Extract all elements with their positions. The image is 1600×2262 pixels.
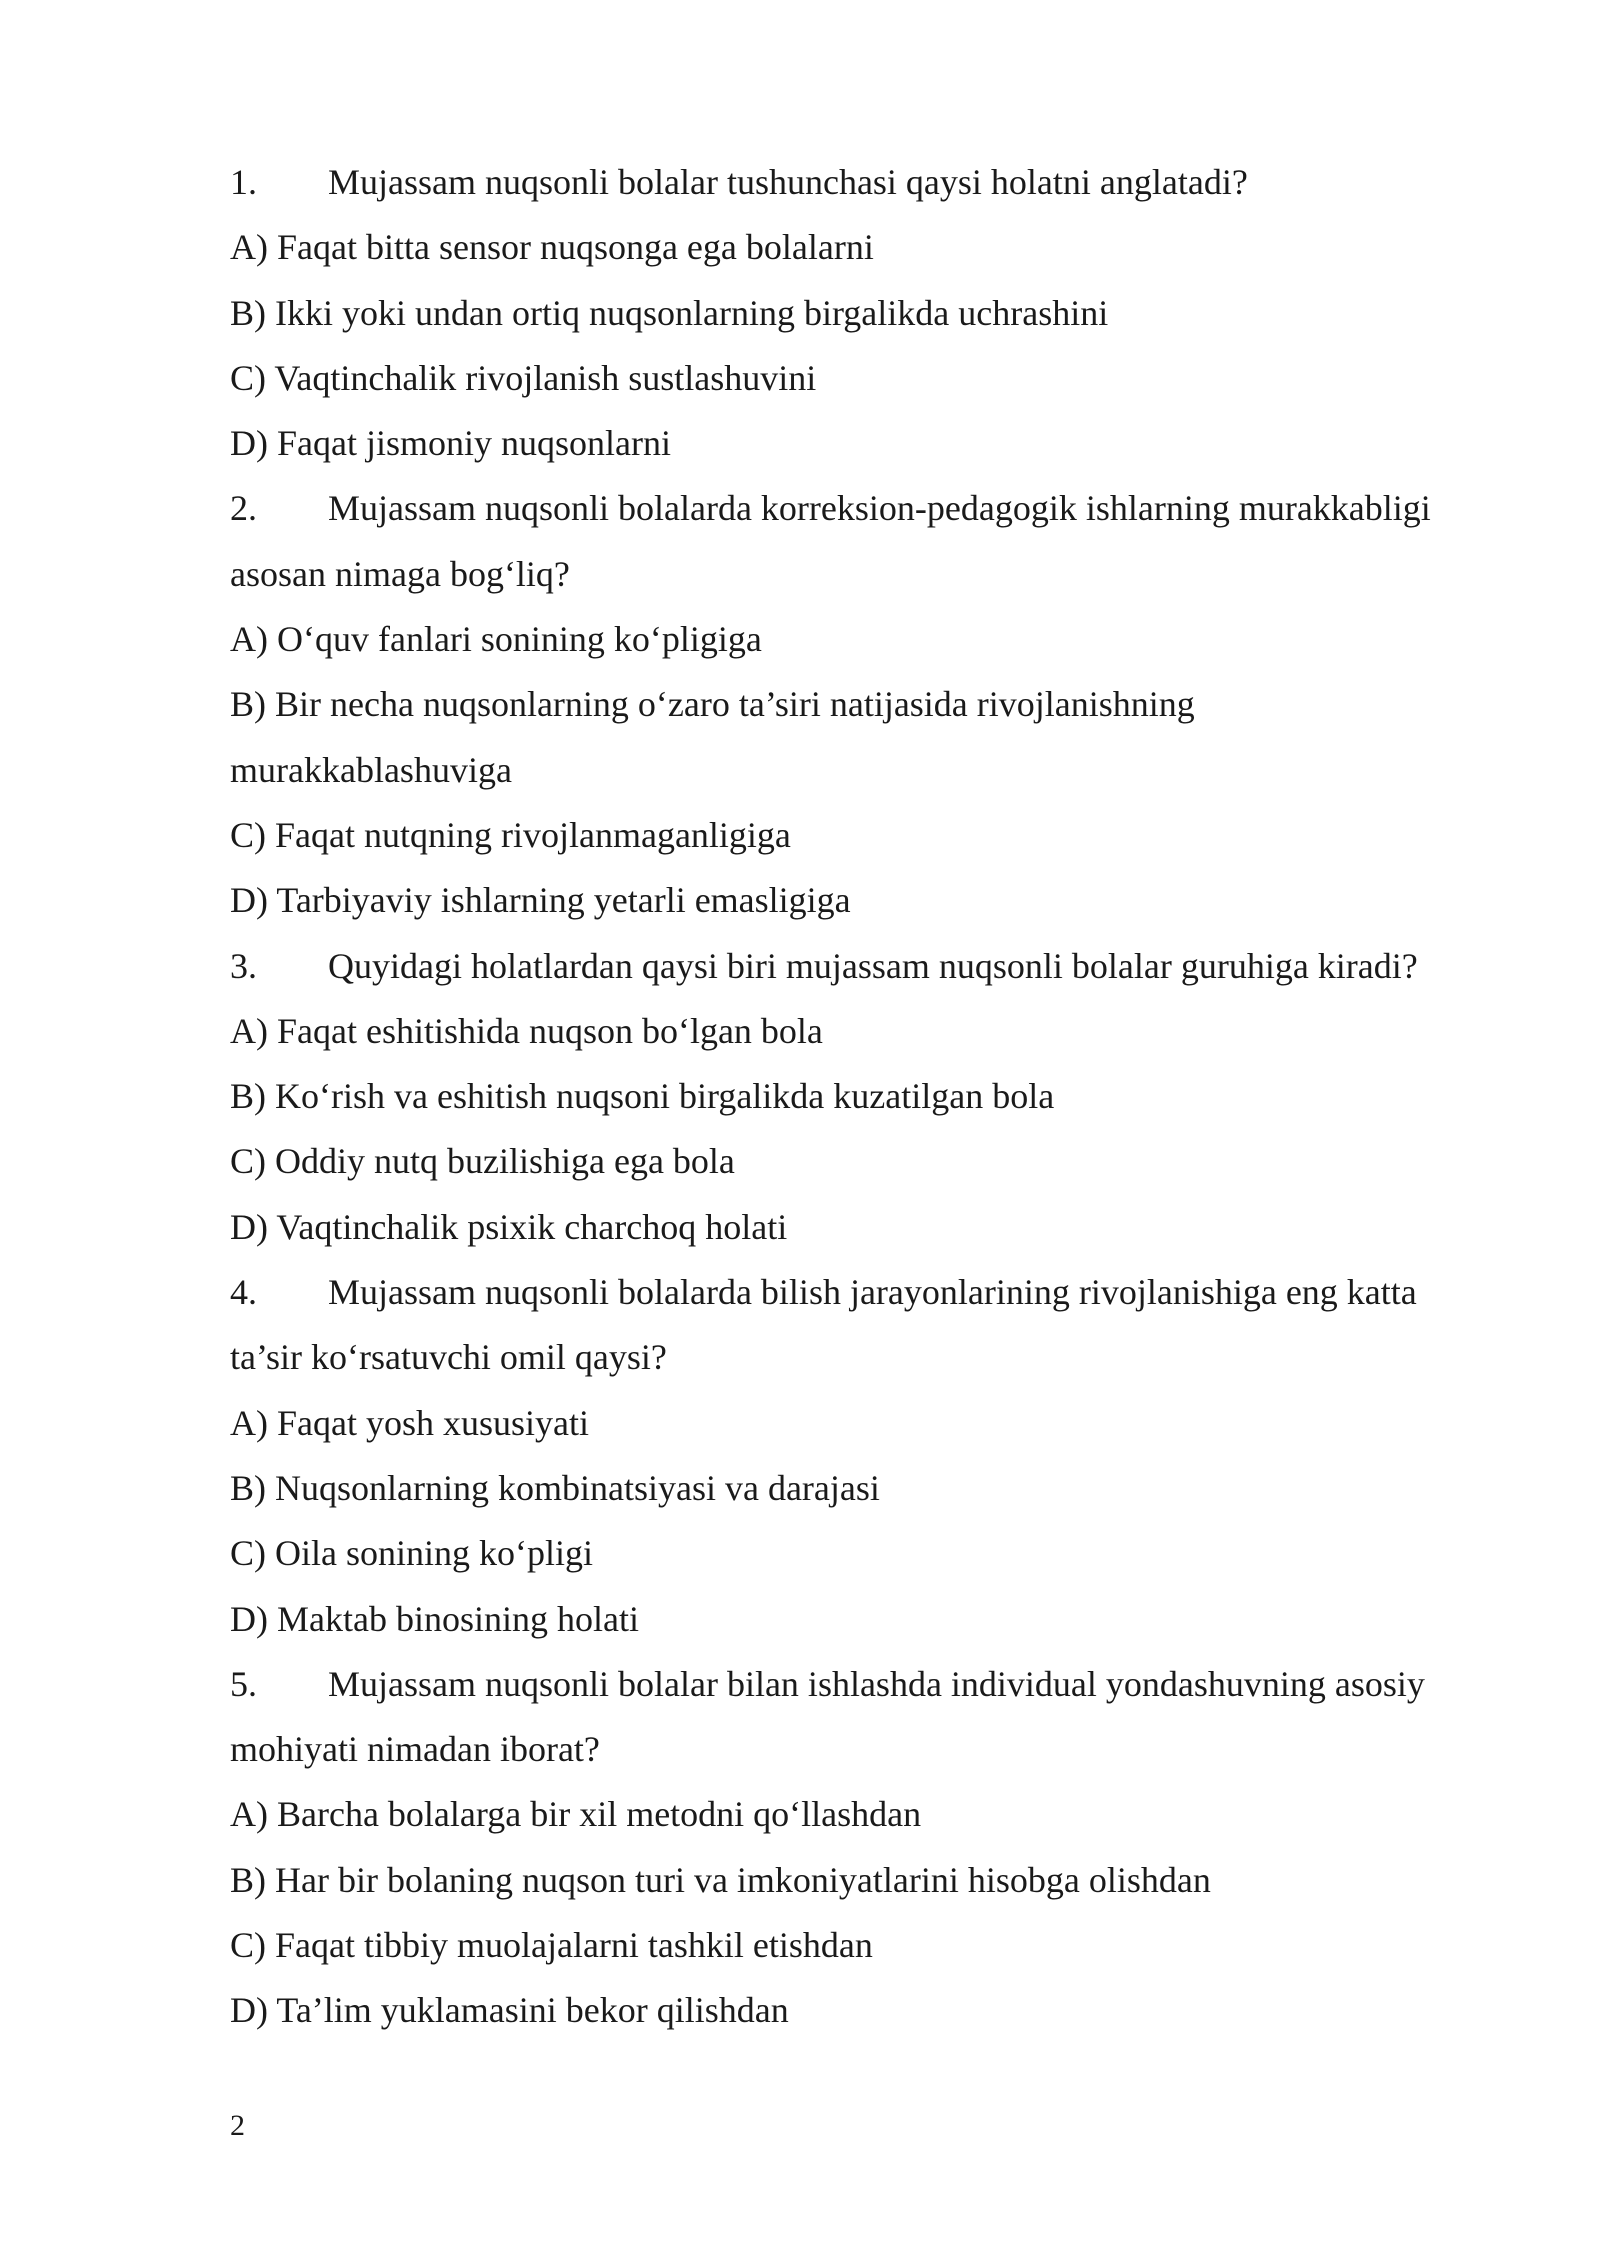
answer-option-a: A) Faqat eshitishida nuqson bo‘lgan bola	[230, 1010, 823, 1051]
answer-option-c: C) Oddiy nutq buzilishiga ega bola	[230, 1141, 735, 1182]
question-header	[230, 476, 1490, 541]
question-5	[230, 1652, 1490, 2044]
question-text-continuation: mohiyati nimadan iborat?	[230, 1729, 600, 1770]
answer-option-d: D) Vaqtinchalik psixik charchoq holati	[230, 1206, 788, 1247]
answer-option-d: D) Maktab binosining holati	[230, 1598, 639, 1639]
answer-option-b: B) Har bir bolaning nuqson turi va imkoniyatlarini hisobga olishdan	[230, 1859, 1211, 1900]
question-1	[230, 150, 1490, 476]
answer-option-b-continuation: murakkablashuviga	[230, 749, 512, 790]
answer-option-c: C) Vaqtinchalik rivojlanish sustlashuvini	[230, 357, 817, 398]
question-text: Mujassam nuqsonli bolalar tushunchasi qaysi holatni anglatadi?	[328, 162, 1248, 202]
question-number: 4.	[230, 1272, 257, 1313]
answer-option-a: A) O‘quv fanlari sonining ko‘pligiga	[230, 619, 762, 660]
answer-option-a: A) Barcha bolalarga bir xil metodni qo‘llashdan	[230, 1794, 922, 1835]
answer-option-b: B) Ko‘rish va eshitish nuqsoni birgalikda kuzatilgan bola	[230, 1076, 1055, 1117]
answer-option-d: D) Faqat jismoniy nuqsonlarni	[230, 423, 671, 464]
answer-option-d: D) Ta’lim yuklamasini bekor qilishdan	[230, 1990, 789, 2031]
answer-option-c: C) Faqat tibbiy muolajalarni tashkil etishdan	[230, 1925, 873, 1966]
document-page	[230, 150, 1490, 2044]
answer-option-a: A) Faqat yosh xususiyati	[230, 1402, 589, 1443]
page-number: 2	[230, 2109, 245, 2142]
question-text-continuation: asosan nimaga bog‘liq?	[230, 553, 570, 594]
question-text: Quyidagi holatlardan qaysi biri mujassam nuqsonli bolalar guruhiga kiradi?	[328, 945, 1418, 986]
question-header	[230, 934, 1490, 999]
question-text-continuation: ta’sir ko‘rsatuvchi omil qaysi?	[230, 1337, 667, 1378]
answer-option-d: D) Tarbiyaviy ishlarning yetarli emasligiga	[230, 880, 851, 921]
answer-option-b: B) Ikki yoki undan ortiq nuqsonlarning birgalikda uchrashini	[230, 292, 1109, 333]
question-header	[230, 1652, 1490, 1717]
question-2	[230, 476, 1490, 933]
question-header	[230, 150, 1490, 215]
question-text: Mujassam nuqsonli bolalarda bilish jarayonlarining rivojlanishiga eng katta	[328, 1272, 1417, 1313]
answer-option-b: B) Bir necha nuqsonlarning o‘zaro ta’siri natijasida rivojlanishning	[230, 684, 1195, 725]
answer-option-a: A) Faqat bitta sensor nuqsonga ega bolalarni	[230, 227, 874, 268]
answer-option-c: C) Oila sonining ko‘pligi	[230, 1533, 593, 1574]
question-text: Mujassam nuqsonli bolalar bilan ishlashda individual yondashuvning asosiy	[328, 1663, 1425, 1704]
answer-option-c: C) Faqat nutqning rivojlanmaganligiga	[230, 814, 791, 855]
question-header	[230, 1260, 1490, 1325]
answer-option-b: B) Nuqsonlarning kombinatsiyasi va darajasi	[230, 1467, 880, 1508]
question-text: Mujassam nuqsonli bolalarda korreksion-pedagogik ishlarning murakkabligi	[328, 488, 1431, 529]
question-number: 3.	[230, 945, 257, 986]
question-4	[230, 1260, 1490, 1652]
question-number: 1.	[230, 162, 257, 202]
question-number: 5.	[230, 1663, 257, 1704]
question-3	[230, 934, 1490, 1260]
question-number: 2.	[230, 488, 257, 529]
